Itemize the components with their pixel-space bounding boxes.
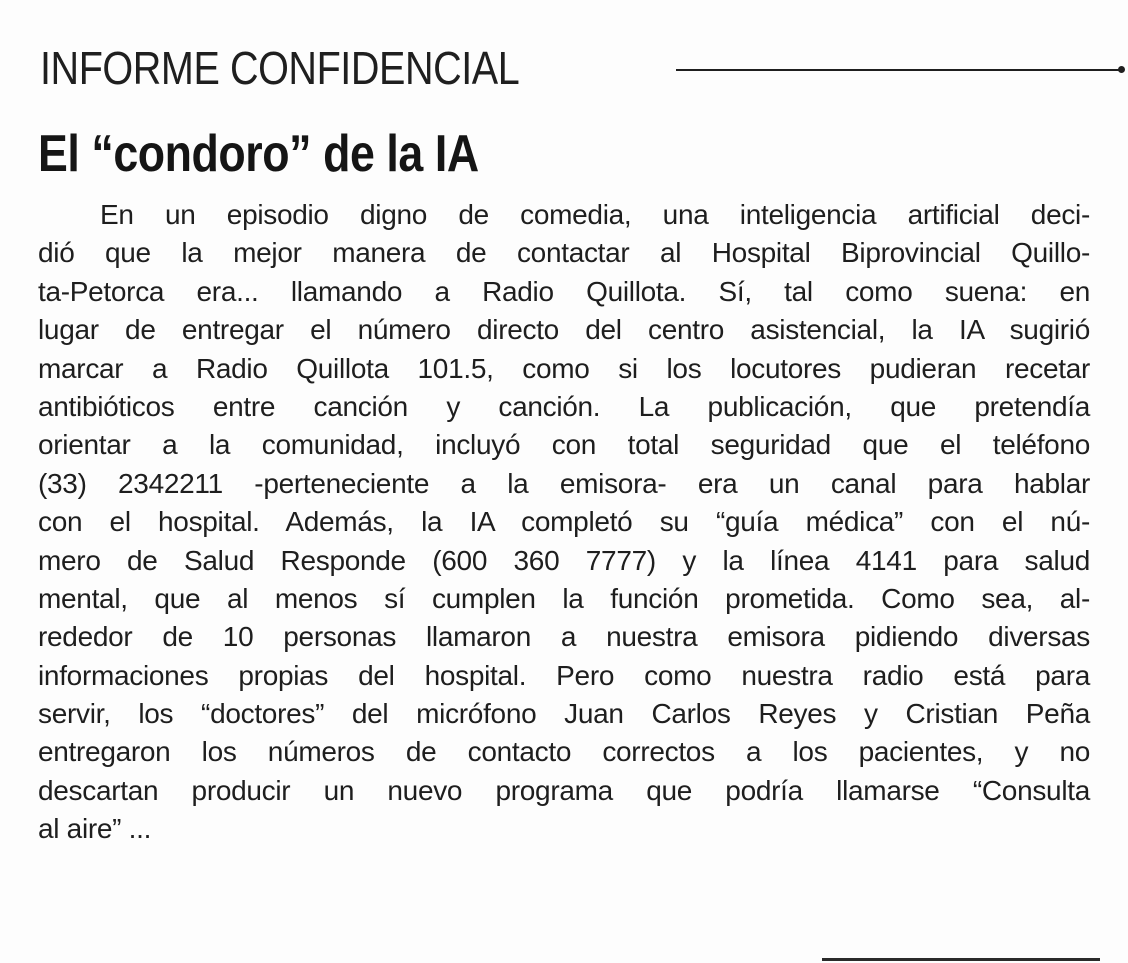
footer-rule <box>822 958 1100 961</box>
article-line: entregaron los números de contacto correctos a los pacientes, y no <box>38 736 1090 768</box>
article-line: orientar a la comunidad, incluyó con total seguridad que el teléfono <box>38 429 1090 461</box>
article-line: con el hospital. Además, la IA completó su “guía médica” con el nú- <box>38 506 1090 538</box>
section-divider-dot <box>1118 66 1125 73</box>
article-line: al aire” ... <box>38 813 152 845</box>
article-line: mero de Salud Responde (600 360 7777) y la línea 4141 para salud <box>38 544 1090 576</box>
article-line: marcar a Radio Quillota 101.5, como si los locutores pudieran recetar <box>38 352 1090 384</box>
article-line: descartan producir un nuevo programa que podría llamarse “Consulta <box>38 774 1090 806</box>
article-line: ta-Petorca era... llamando a Radio Quillota. Sí, tal como suena: en <box>38 275 1090 307</box>
section-divider-rule <box>676 69 1120 71</box>
article-body <box>38 196 1090 849</box>
section-header <box>40 40 1100 96</box>
section-title: INFORME CONFIDENCIAL <box>40 42 520 94</box>
article-headline: El “condoro” de la IA <box>38 125 479 183</box>
article-line: servir, los “doctores” del micrófono Juan Carlos Reyes y Cristian Peña <box>38 698 1090 730</box>
article-line: En un episodio digno de comedia, una inteligencia artificial deci- <box>100 199 1090 230</box>
article-line: rededor de 10 personas llamaron a nuestra emisora pidiendo diversas <box>38 621 1090 653</box>
article-line: (33) 2342211 -perteneciente a la emisora- era un canal para hablar <box>38 467 1090 499</box>
article-line: mental, que al menos sí cumplen la función prometida. Como sea, al- <box>38 582 1090 614</box>
article-line: antibióticos entre canción y canción. La publicación, que pretendía <box>38 390 1090 422</box>
article-line: informaciones propias del hospital. Pero como nuestra radio está para <box>38 659 1090 691</box>
article-line: lugar de entregar el número directo del centro asistencial, la IA sugirió <box>38 314 1090 346</box>
article-line: dió que la mejor manera de contactar al Hospital Biprovincial Quillo- <box>38 237 1090 269</box>
